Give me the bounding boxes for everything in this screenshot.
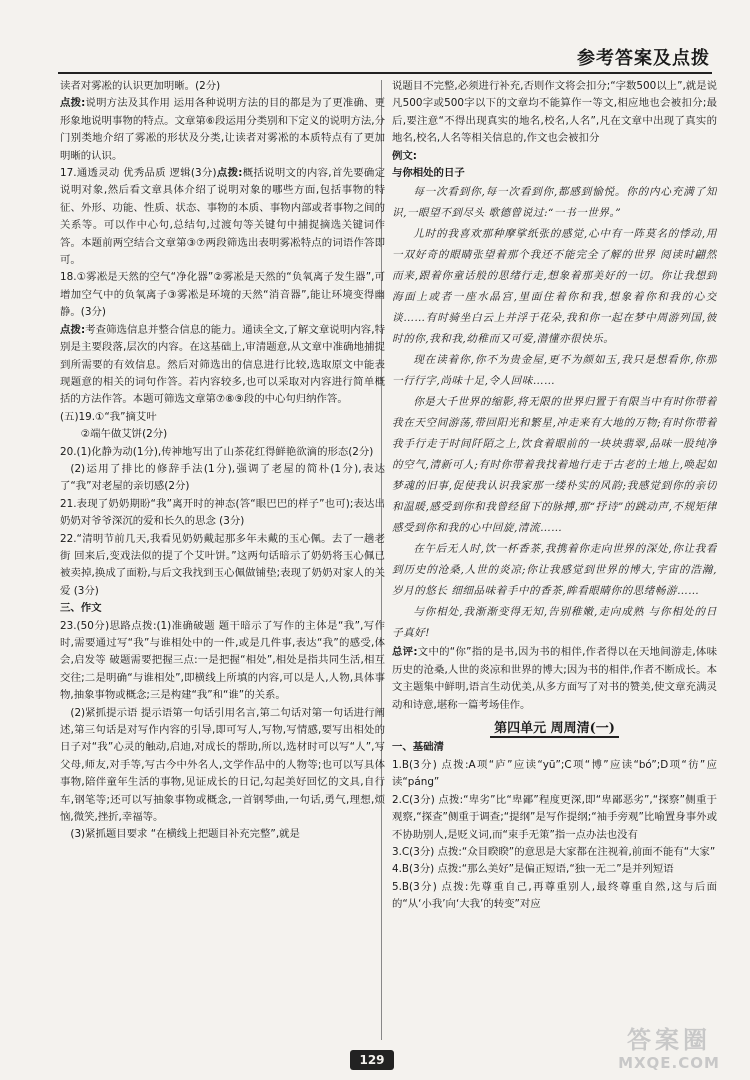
left-column [60, 78, 385, 1050]
answer-1: 1.B(3分) 点拨:A项“庐”应读“yū”;C项“博”应读“bó”;D项“彷”应读“páng” [392, 758, 717, 789]
q22-answer: 22.“清明节前几天,我看见奶奶戴起那多年未戴的玉心佩。去了一趟老街 回来后,变戏法似的提了个艾叶饼。”这两句话暗示了奶奶将玉心佩已被卖掉,换成了面粉,与后文我找到玉心佩做铺垫;表现了奶奶对家人的关爱 (3分) [60, 532, 385, 597]
essay-title: 与你相处的日子 [392, 167, 465, 180]
unit-title [392, 720, 717, 737]
right-column [392, 78, 717, 1050]
answer-4: 4.B(3分) 点拨:“那么美好”是偏正短语,“独一无二”是并列短语 [392, 863, 674, 876]
q23-continued: 说题目不完整,必须进行补充,否则作文将会扣分;“字数500以上”,就是说凡500字或500字以下的文章均不能算作一等文,相应地也会被扣分;最后,要注意“不得出现真实的地名,校名,人名”,凡在文章中出现了真实的地名,校名,人名等相关信息的,作文也会被扣分 [392, 80, 717, 145]
unit-title-text: 第四单元 周周清(一) [490, 721, 619, 738]
q19-answer-b: ②端午做艾饼(2分) [80, 428, 168, 441]
section-heading-basics: 一、基础清 [392, 741, 444, 754]
q23-part3: (3)紧抓题目要求 “在横线上把题目补充完整”,就是 [70, 828, 300, 841]
q18-text: 考查筛选信息并整合信息的能力。通读全文,了解文章说明内容,特别是主要段落,层次的内容。在这基础上,审清题意,从文章中准确地捕捉到所需要的有效信息。然后对筛选出的信息进行比较,选取原文中能表现题意的相关的词句作答。若内容较多,也可以采取对内容进行简单概括的方法作答。本题可筛选文章第⑦⑧⑨段的中心句归纳作答。 [60, 323, 385, 406]
header-title: 参考答案及点拨 [577, 48, 710, 69]
answer-5: 5.B(3分) 点拨:先尊重自己,再尊重别人,最终尊重自然,这与后面的“从‘小我’向‘大我’的转变”对应 [392, 880, 717, 911]
page-number: 129 [350, 1050, 394, 1070]
essay-paragraph: 每一次看到你,每一次看到你,都感到愉悦。你的内心充满了知识,一眼望不到尽头 歌德曾说过:“一书一世界。” [392, 186, 717, 220]
watermark-text: 答案圈 [627, 1026, 711, 1054]
q18-answer: 18.①雾凇是天然的空气“净化器”②雾凇是天然的“负氧离子发生器”,可增加空气中的负氧离子③雾凇是环境的天然“消音器”,能让环境变得幽静。(3分) [60, 271, 385, 319]
answer-3: 3.C(3分) 点拨:“众目睽睽”的意思是大家都在注视着,前面不能有“大家” [392, 845, 716, 858]
essay-paragraph: 儿时的我喜欢那种摩挲纸张的感觉,心中有一阵莫名的悸动,用一双好奇的眼睛张望着那个我还不能完全了解的世界 阅读时翩然而来,跟着你童话般的思绪行走,想象着那美好的一切。你让我想到海面上或者一座水晶宫,里面住着你和我,想象着你和我的心交谈……有时骑坐白云上并浮于花朵,我和你一起在梦中周游列国,彼时的你,我和我,幼稚而又可爱,潜懂亦很快乐。 [392, 228, 717, 346]
q20-answer-a: 20.(1)化静为动(1分),传神地写出了山茶花红得鲜艳欲滴的形态(2分) [60, 445, 374, 458]
q20-answer-b: (2)运用了排比的修辞手法(1分),强调了老屋的简朴(1分),表达了“我”对老屋的亲切感(2分) [60, 462, 385, 493]
q18-tip [60, 322, 385, 409]
essay-paragraph: 现在读着你,你不为贵金屋,更不为颜如玉,我只是想看你,你那一行行字,尚味十足,令人回味…… [392, 354, 717, 388]
answer-text: 读者对雾凇的认识更加明晰。(2分) [60, 80, 221, 92]
page-header [0, 0, 750, 72]
q23-part1: 23.(50分)思路点拨:(1)准确破题 题干暗示了写作的主体是“我”,写作时,需要通过写“我”与谁相处中的一件,或是几件事,表达“我”的感受,体会,启发等 破题需要把握三点:一是把握“相处”,相处是指共同生活,相互交往;二是明确“与谁相处”,即横线上所填的内容,可以是人,人物,具体事物,抽象事物或概念;三是构建“我”和“谁”的关系。 [60, 619, 385, 702]
answer-tip [60, 95, 385, 165]
q21-answer: 21.表现了奶奶期盼“我”离开时的神态(答“眼巴巴的样子”也可);表达出奶奶对爷爷深沉的爱和长久的思念 (3分) [60, 497, 385, 528]
section-heading-writing: 三、作文 [60, 602, 102, 615]
q23-part2: (2)紧抓提示语 提示语第一句话引用名言,第二句话对第一句话进行阐述,第三句话是对写作内容的引导,即可写人,写物,写情感,要写出相处的日子对“我”心灵的触动,启迪,对成长的帮助,所以,选材时可以写“人”,写父母,师友,对手等,写古今中外名人,文学作品中的人物等;也可以写具体事物,陪伴童年生活的事物,见证成长的日记,勾起美好回忆的文具,自行车,钢笔等;还可以写抽象事物或概念,一首钢琴曲,一句话,勇气,理想,烦恼,微笑,挫折,幸福等。 [60, 706, 385, 824]
summary-text: 文中的“你”指的是书,因为书的相伴,作者得以在天地间游走,体味历史的沧桑,人世的炎凉和世界的博大;因为书的相伴,作者不断成长。本文主题集中鲜明,语言生动优美,从多方面写了对书的赞美,使文章充满灵动和诗意,堪称一篇考场佳作。 [392, 646, 717, 711]
answer-2: 2.C(3分) 点拨:“卑劣”比“卑鄙”程度更深,即“卑鄙恶劣”,“探察”侧重于观察,“探查”侧重于调查;“提纲”是写作提纲;“袖手旁观”比喻置身事外或不协助别人,是贬义词,而“束手无策”指一点办法也没有 [392, 793, 717, 841]
essay-paragraph: 你是大千世界的缩影,将无限的世界归置于有限当中有时你带着我在天空间游荡,带回阳光和繁星,冲走来有大地的万物;有时你带着我手行走于时间阡陌之上,饮食着眼前的一块块翡翠,品味一股纯净的空气,清新可人;有时你带着我找着地行走于古老的土地上,唤起如梦魂的旧事,促使我认识我家那一缕朴实的风韵;我感觉到你的亲切和温暖,感受到你和我曾经留下的脉搏,那“抒诗”的跳动声,不规矩律感受到你和我的心中回旋,清流…… [392, 396, 717, 535]
q19-answer-a: (五)19.①“我”摘艾叶 [60, 410, 157, 423]
summary [392, 644, 717, 714]
header-rule [58, 72, 712, 74]
watermark-url: MXQE.COM [618, 1054, 720, 1072]
essay-paragraph: 与你相处,我渐渐变得无知,告别稚嫩,走向成熟 与你相处的日子真好! [392, 606, 717, 640]
watermark-logo [594, 1026, 744, 1076]
q17-text: 概括说明文的内容,首先要确定说明对象,然后看文章具体介绍了说明对象的哪些方面,包括事物的特征、外形、功能、性质、状态、事物的本质、事物内部或者事物之间的关系等。可以作中心句,总结句,过渡句等关键句中捕捉摘选关键词作答。本题前两空结合文章第③⑦两段筛选出表明雾凇特点的词语作答即可。 [60, 167, 385, 267]
q17-tip-label: 点拨: [216, 167, 243, 180]
summary-label: 总评: [392, 646, 418, 659]
tip-text: 说明方法及其作用 运用各种说明方法的目的都是为了更准确、更形象地说明事物的特点。文章第⑥段运用分类别和下定义的说明方法,分门别类地介绍了雾凇的形状及分类,让读者对雾凇的本质特点有了更加明晰的认识。 [60, 97, 385, 162]
tip-label: 点拨: [60, 97, 86, 110]
q17-label: 17.通透灵动 优秀品质 逻辑(3分) [60, 167, 217, 180]
example-label: 例文: [392, 149, 417, 162]
q18-tip-label: 点拨: [60, 323, 86, 336]
q17-answer [60, 165, 385, 269]
essay-paragraph: 在午后无人时,饮一杯香茶,我携着你走向世界的深处,你让我看到历史的沧桑,人世的炎凉;你让我感觉到世界的博大,宇宙的浩瀚,岁月的悠长 细细品味着手中的香茶,眸看眼睛你的思绪畅游…… [392, 543, 717, 598]
